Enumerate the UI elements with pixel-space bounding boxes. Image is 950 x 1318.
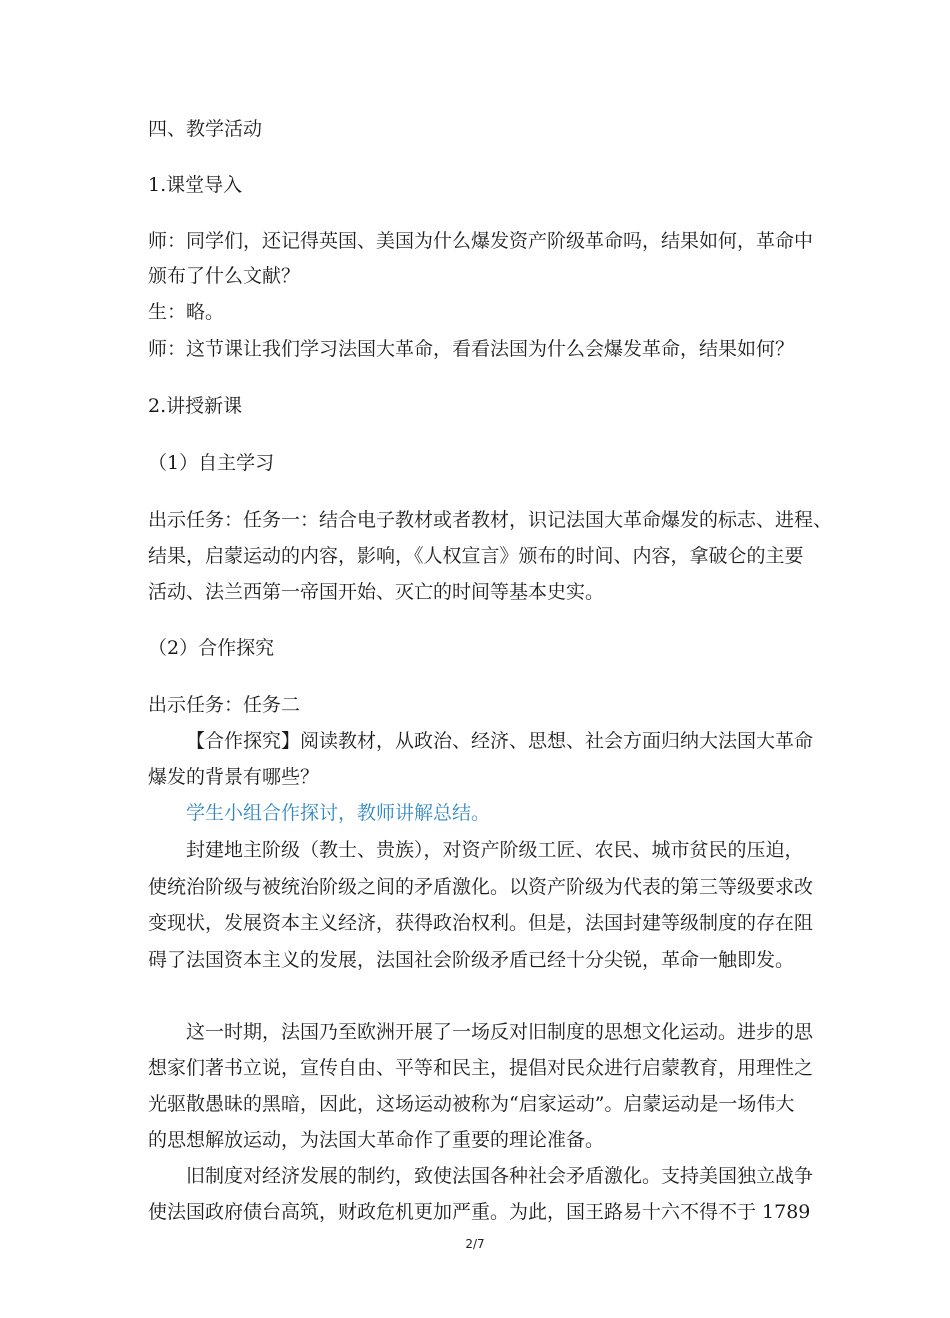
para2-line-3: 光驱散愚昧的黑暗，因此，这场运动被称为“启家运动”。启蒙运动是一场伟大: [148, 1093, 795, 1115]
para1-line-1: 封建地主阶级（教士、贵族），对资产阶级工匠、农民、城市贫民的压迫，: [186, 839, 804, 861]
task2-title: 出示任务：任务二: [148, 694, 301, 716]
subheading-new-lesson: 2.讲授新课: [148, 395, 243, 417]
teacher-question-line-1: 师：同学们，还记得英国、美国为什么爆发资产阶级革命吗，结果如何，革命中: [148, 230, 814, 252]
task2-instruction: 学生小组合作探讨，教师讲解总结。: [186, 802, 491, 824]
subheading-cooperative-inquiry: （2）合作探究: [148, 637, 275, 659]
task2-prompt-line-2: 爆发的背景有哪些？: [148, 766, 320, 788]
teacher-intro: 师：这节课让我们学习法国大革命，看看法国为什么会爆发革命，结果如何？: [148, 338, 795, 360]
task1-line-1: 出示任务：任务一：结合电子教材或者教材，识记法国大革命爆发的标志、进程、: [148, 509, 833, 531]
para3-line-2: 使法国政府债台高筑，财政危机更加严重。为此，国王路易十六不得不于 1789: [148, 1201, 811, 1223]
student-reply: 生：略。: [148, 301, 225, 323]
para1-line-2: 使统治阶级与被统治阶级之间的矛盾激化。以资产阶级为代表的第三等级要求改: [148, 876, 814, 898]
para2-line-2: 想家们著书立说，宣传自由、平等和民主，提倡对民众进行启蒙教育，用理性之: [148, 1057, 814, 1079]
subheading-self-study: （1）自主学习: [148, 452, 275, 474]
task1-line-2: 结果，启蒙运动的内容，影响，《人权宣言》颁布的时间、内容，拿破仑的主要: [148, 545, 804, 567]
para1-line-4: 碍了法国资本主义的发展，法国社会阶级矛盾已经十分尖锐，革命一触即发。: [148, 949, 795, 971]
page-number: 2/7: [465, 1237, 485, 1251]
task2-prompt-line-1: 【合作探究】阅读教材，从政治、经济、思想、社会方面归纳大法国大革命: [186, 730, 814, 752]
teacher-question-line-2: 颁布了什么文献？: [148, 265, 301, 287]
para3-line-1: 旧制度对经济发展的制约，致使法国各种社会矛盾激化。支持美国独立战争: [186, 1165, 814, 1187]
para1-line-3: 变现状，发展资本主义经济，获得政治权利。但是，法国封建等级制度的存在阻: [148, 912, 814, 934]
para2-line-4: 的思想解放运动，为法国大革命作了重要的理论准备。: [148, 1129, 605, 1151]
subheading-lead-in: 1.课堂导入: [148, 174, 243, 196]
task1-line-3: 活动、法兰西第一帝国开始、灭亡的时间等基本史实。: [148, 581, 605, 603]
section-heading: 四、教学活动: [148, 118, 263, 140]
para2-line-1: 这一时期，法国乃至欧洲开展了一场反对旧制度的思想文化运动。进步的思: [186, 1021, 814, 1043]
